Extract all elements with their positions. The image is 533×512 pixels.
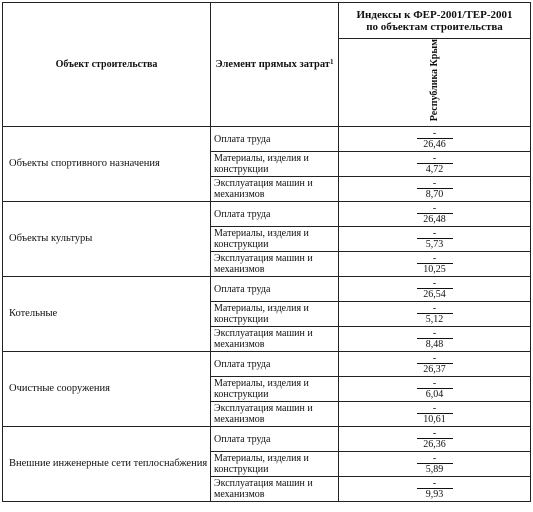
- index-fraction: [339, 479, 530, 500]
- cost-element-cell: Эксплуатация машин и механизмов: [211, 177, 339, 202]
- table-row: [3, 127, 531, 152]
- cost-element-cell: Материалы, изделия и конструкции: [211, 152, 339, 177]
- index-fraction: [339, 154, 530, 175]
- index-value: 5,73: [425, 239, 444, 251]
- index-numerator: -: [432, 253, 437, 265]
- index-numerator: -: [432, 228, 437, 240]
- cost-element-cell: Оплата труда: [211, 202, 339, 227]
- index-value: 26,54: [423, 289, 446, 301]
- index-value: 5,12: [425, 314, 444, 326]
- index-value-cell: [339, 377, 531, 402]
- cost-element-cell: Оплата труда: [211, 127, 339, 152]
- index-numerator: -: [432, 303, 437, 315]
- index-value-cell: [339, 402, 531, 427]
- cost-element-cell: Оплата труда: [211, 427, 339, 452]
- index-value-cell: [339, 302, 531, 327]
- header-object-column: Объект строительства: [3, 3, 211, 127]
- index-numerator: -: [432, 353, 437, 365]
- index-fraction: [339, 379, 530, 400]
- indices-table: [2, 2, 531, 502]
- cost-element-cell: Материалы, изделия и конструкции: [211, 452, 339, 477]
- index-numerator: -: [432, 428, 437, 440]
- cost-element-cell: Оплата труда: [211, 352, 339, 377]
- table-row: [3, 427, 531, 452]
- index-fraction: [339, 229, 530, 250]
- index-fraction: [339, 329, 530, 350]
- header-indices-title: Индексы к ФЕР-2001/ТЕР-2001 по объектам строительства: [339, 3, 531, 39]
- region-label: Республика Крым: [429, 39, 440, 122]
- index-fraction: [339, 404, 530, 425]
- index-fraction: [339, 254, 530, 275]
- table-row: [3, 277, 531, 302]
- index-value-cell: [339, 427, 531, 452]
- index-value: 10,61: [423, 414, 446, 426]
- index-value-cell: [339, 477, 531, 502]
- cost-element-cell: Материалы, изделия и конструкции: [211, 227, 339, 252]
- index-value: 4,72: [425, 164, 444, 176]
- table-row: [3, 202, 531, 227]
- index-fraction: [339, 279, 530, 300]
- index-value-cell: [339, 177, 531, 202]
- table-body: [3, 127, 531, 502]
- index-value: 10,25: [423, 264, 446, 276]
- cost-element-cell: Материалы, изделия и конструкции: [211, 377, 339, 402]
- cost-element-cell: Эксплуатация машин и механизмов: [211, 477, 339, 502]
- index-numerator: -: [432, 478, 437, 490]
- footnote-marker: 1: [329, 57, 334, 66]
- index-numerator: -: [432, 403, 437, 415]
- cost-element-cell: Оплата труда: [211, 277, 339, 302]
- index-fraction: [339, 179, 530, 200]
- index-numerator: -: [432, 453, 437, 465]
- object-cell: Котельные: [3, 277, 211, 352]
- object-cell: Объекты спортивного назначения: [3, 127, 211, 202]
- object-cell: Объекты культуры: [3, 202, 211, 277]
- index-value-cell: [339, 352, 531, 377]
- object-cell: Очистные сооружения: [3, 352, 211, 427]
- index-value: 5,89: [425, 464, 444, 476]
- index-value: 6,04: [425, 389, 444, 401]
- index-value-cell: [339, 227, 531, 252]
- index-value-cell: [339, 452, 531, 477]
- index-value-cell: [339, 252, 531, 277]
- index-numerator: -: [432, 178, 437, 190]
- header-element-label: Элемент прямых затрат: [215, 58, 330, 70]
- index-value: 26,48: [423, 214, 446, 226]
- table-row: [3, 352, 531, 377]
- index-value: 26,37: [423, 364, 446, 376]
- index-value-cell: [339, 327, 531, 352]
- index-numerator: -: [432, 128, 437, 140]
- index-value-cell: [339, 202, 531, 227]
- index-value-cell: [339, 152, 531, 177]
- index-numerator: -: [432, 203, 437, 215]
- header-element-column: [211, 3, 339, 127]
- index-value: 26,46: [423, 139, 446, 151]
- cost-element-cell: Материалы, изделия и конструкции: [211, 302, 339, 327]
- index-value: 26,36: [423, 439, 446, 451]
- header-region: [339, 39, 531, 127]
- index-value: 8,48: [425, 339, 444, 351]
- index-fraction: [339, 454, 530, 475]
- index-fraction: [339, 354, 530, 375]
- index-fraction: [339, 304, 530, 325]
- cost-element-cell: Эксплуатация машин и механизмов: [211, 252, 339, 277]
- index-value: 8,70: [425, 189, 444, 201]
- index-fraction: [339, 429, 530, 450]
- index-value-cell: [339, 277, 531, 302]
- index-numerator: -: [432, 153, 437, 165]
- index-fraction: [339, 204, 530, 225]
- index-value-cell: [339, 127, 531, 152]
- index-numerator: -: [432, 278, 437, 290]
- index-fraction: [339, 129, 530, 150]
- index-numerator: -: [432, 328, 437, 340]
- index-numerator: -: [432, 378, 437, 390]
- object-cell: Внешние инженерные сети теплоснабжения: [3, 427, 211, 502]
- cost-element-cell: Эксплуатация машин и механизмов: [211, 327, 339, 352]
- cost-element-cell: Эксплуатация машин и механизмов: [211, 402, 339, 427]
- index-value: 9,93: [425, 489, 444, 501]
